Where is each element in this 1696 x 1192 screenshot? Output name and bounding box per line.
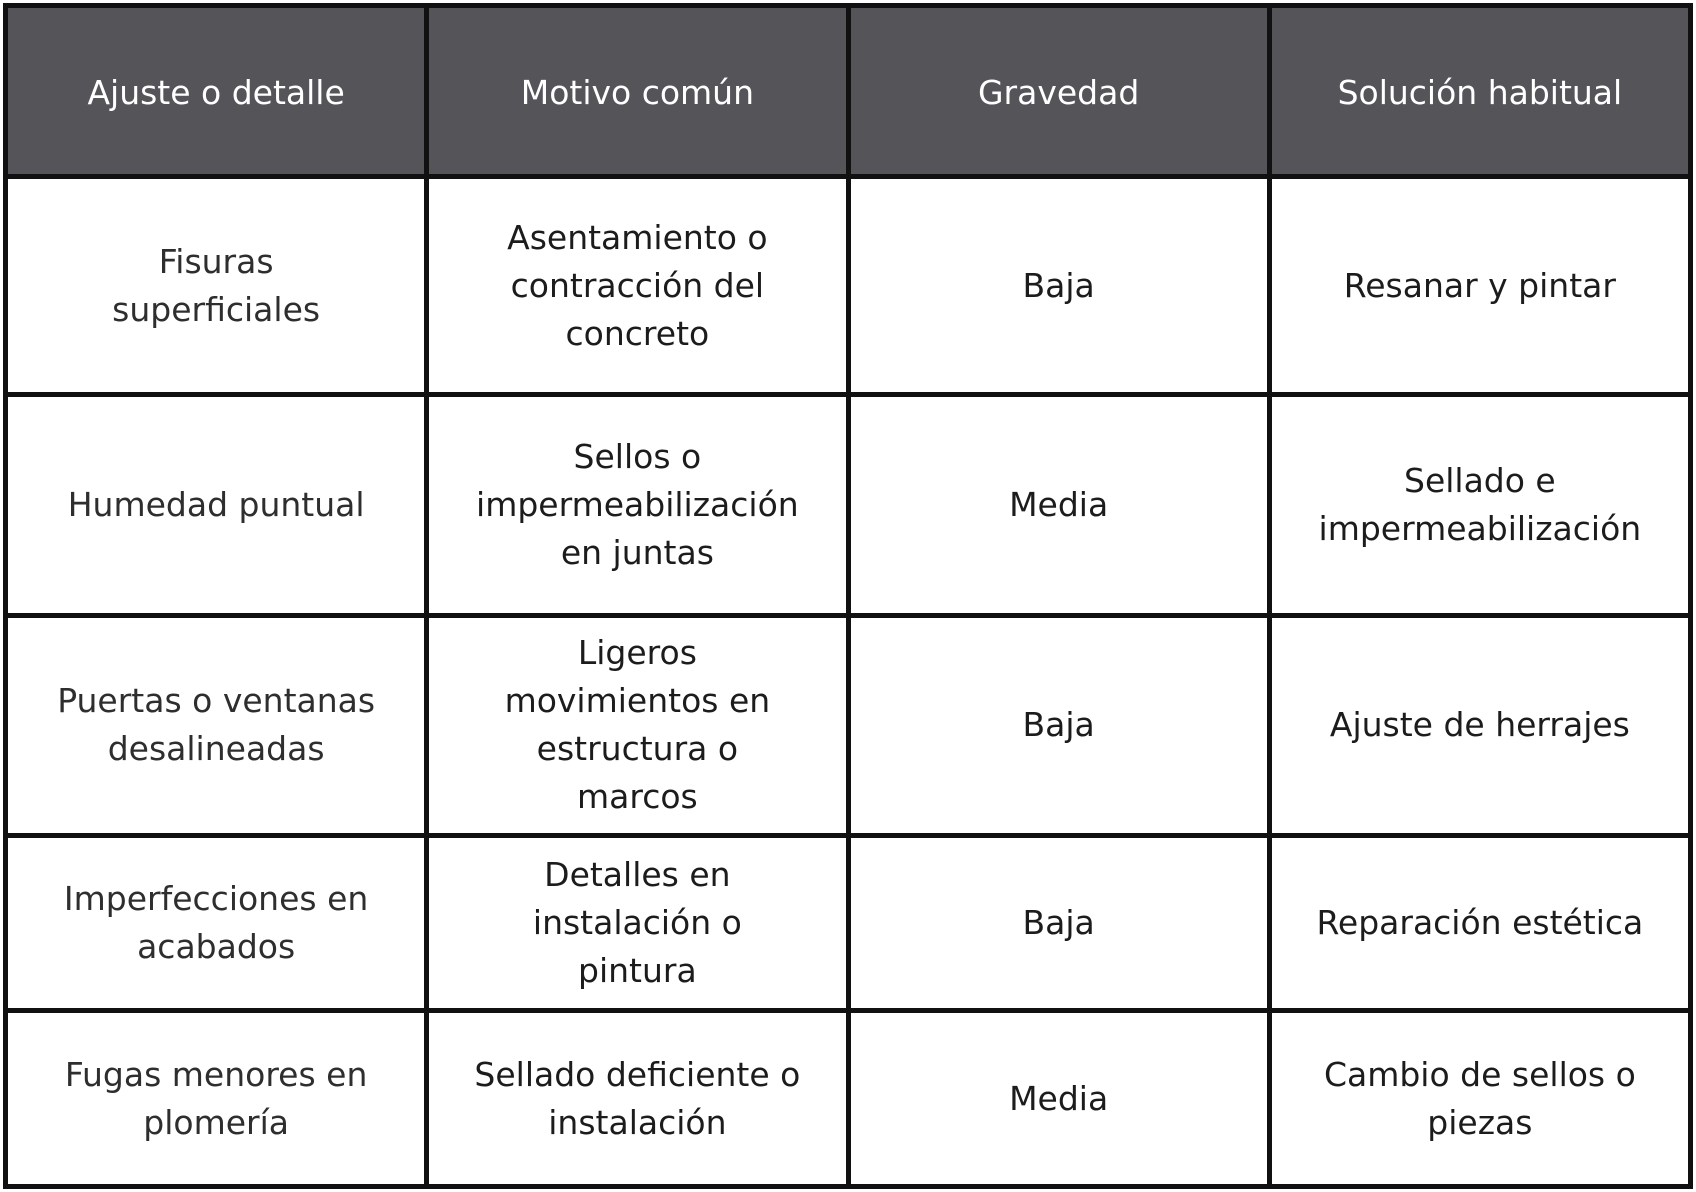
table-row [6, 177, 1691, 395]
cell-gravedad: Baja [848, 177, 1269, 395]
cell-solucion: Sellado e impermeabilización [1269, 395, 1690, 615]
cell-ajuste: Fisuras superficiales [6, 177, 427, 395]
cell-motivo: Ligeros movimientos en estructura o marcos [427, 615, 848, 835]
cell-ajuste: Humedad puntual [6, 395, 427, 615]
header-gravedad: Gravedad [848, 6, 1269, 177]
cell-solucion: Ajuste de herrajes [1269, 615, 1690, 835]
table-row [6, 395, 1691, 615]
table-row [6, 835, 1691, 1011]
table-row [6, 615, 1691, 835]
cell-solucion: Reparación estética [1269, 835, 1690, 1011]
cell-ajuste: Fugas menores en plomería [6, 1011, 427, 1187]
cell-gravedad: Baja [848, 615, 1269, 835]
cell-motivo: Asentamiento o contracción del concreto [427, 177, 848, 395]
cell-solucion: Cambio de sellos o piezas [1269, 1011, 1690, 1187]
issues-table [3, 3, 1693, 1189]
table-row [6, 1011, 1691, 1187]
cell-gravedad: Media [848, 1011, 1269, 1187]
table-body [6, 177, 1691, 1187]
header-motivo-comun: Motivo común [427, 6, 848, 177]
cell-motivo: Sellos o impermeabilización en juntas [427, 395, 848, 615]
header-row [6, 6, 1691, 177]
cell-motivo: Detalles en instalación o pintura [427, 835, 848, 1011]
cell-ajuste: Puertas o ventanas desalineadas [6, 615, 427, 835]
header-ajuste-o-detalle: Ajuste o detalle [6, 6, 427, 177]
cell-gravedad: Baja [848, 835, 1269, 1011]
cell-gravedad: Media [848, 395, 1269, 615]
table-container [3, 3, 1693, 1189]
header-solucion-habitual: Solución habitual [1269, 6, 1690, 177]
cell-motivo: Sellado deficiente o instalación [427, 1011, 848, 1187]
table-header [6, 6, 1691, 177]
cell-solucion: Resanar y pintar [1269, 177, 1690, 395]
cell-ajuste: Imperfecciones en acabados [6, 835, 427, 1011]
